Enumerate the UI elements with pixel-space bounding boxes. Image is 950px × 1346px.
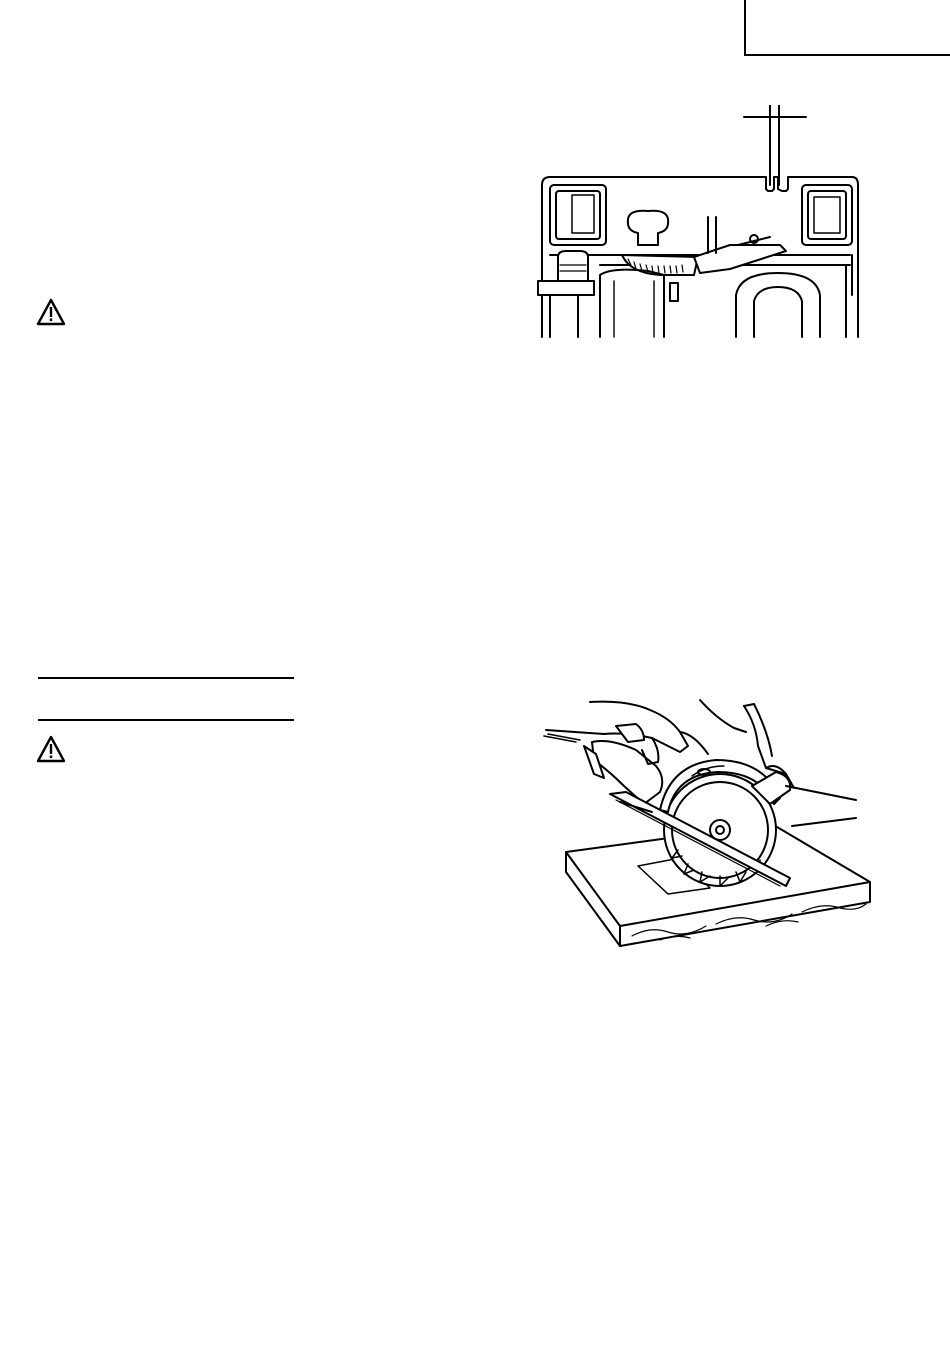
warning-triangle-icon — [36, 735, 66, 763]
warning-triangle-icon — [36, 298, 66, 326]
saw-base-front-illustration — [530, 105, 870, 345]
section-rule-top — [38, 677, 294, 679]
page-number-tab — [744, 0, 950, 56]
section-rule-bottom — [38, 719, 294, 721]
circular-saw-cutting-illustration — [540, 680, 875, 950]
